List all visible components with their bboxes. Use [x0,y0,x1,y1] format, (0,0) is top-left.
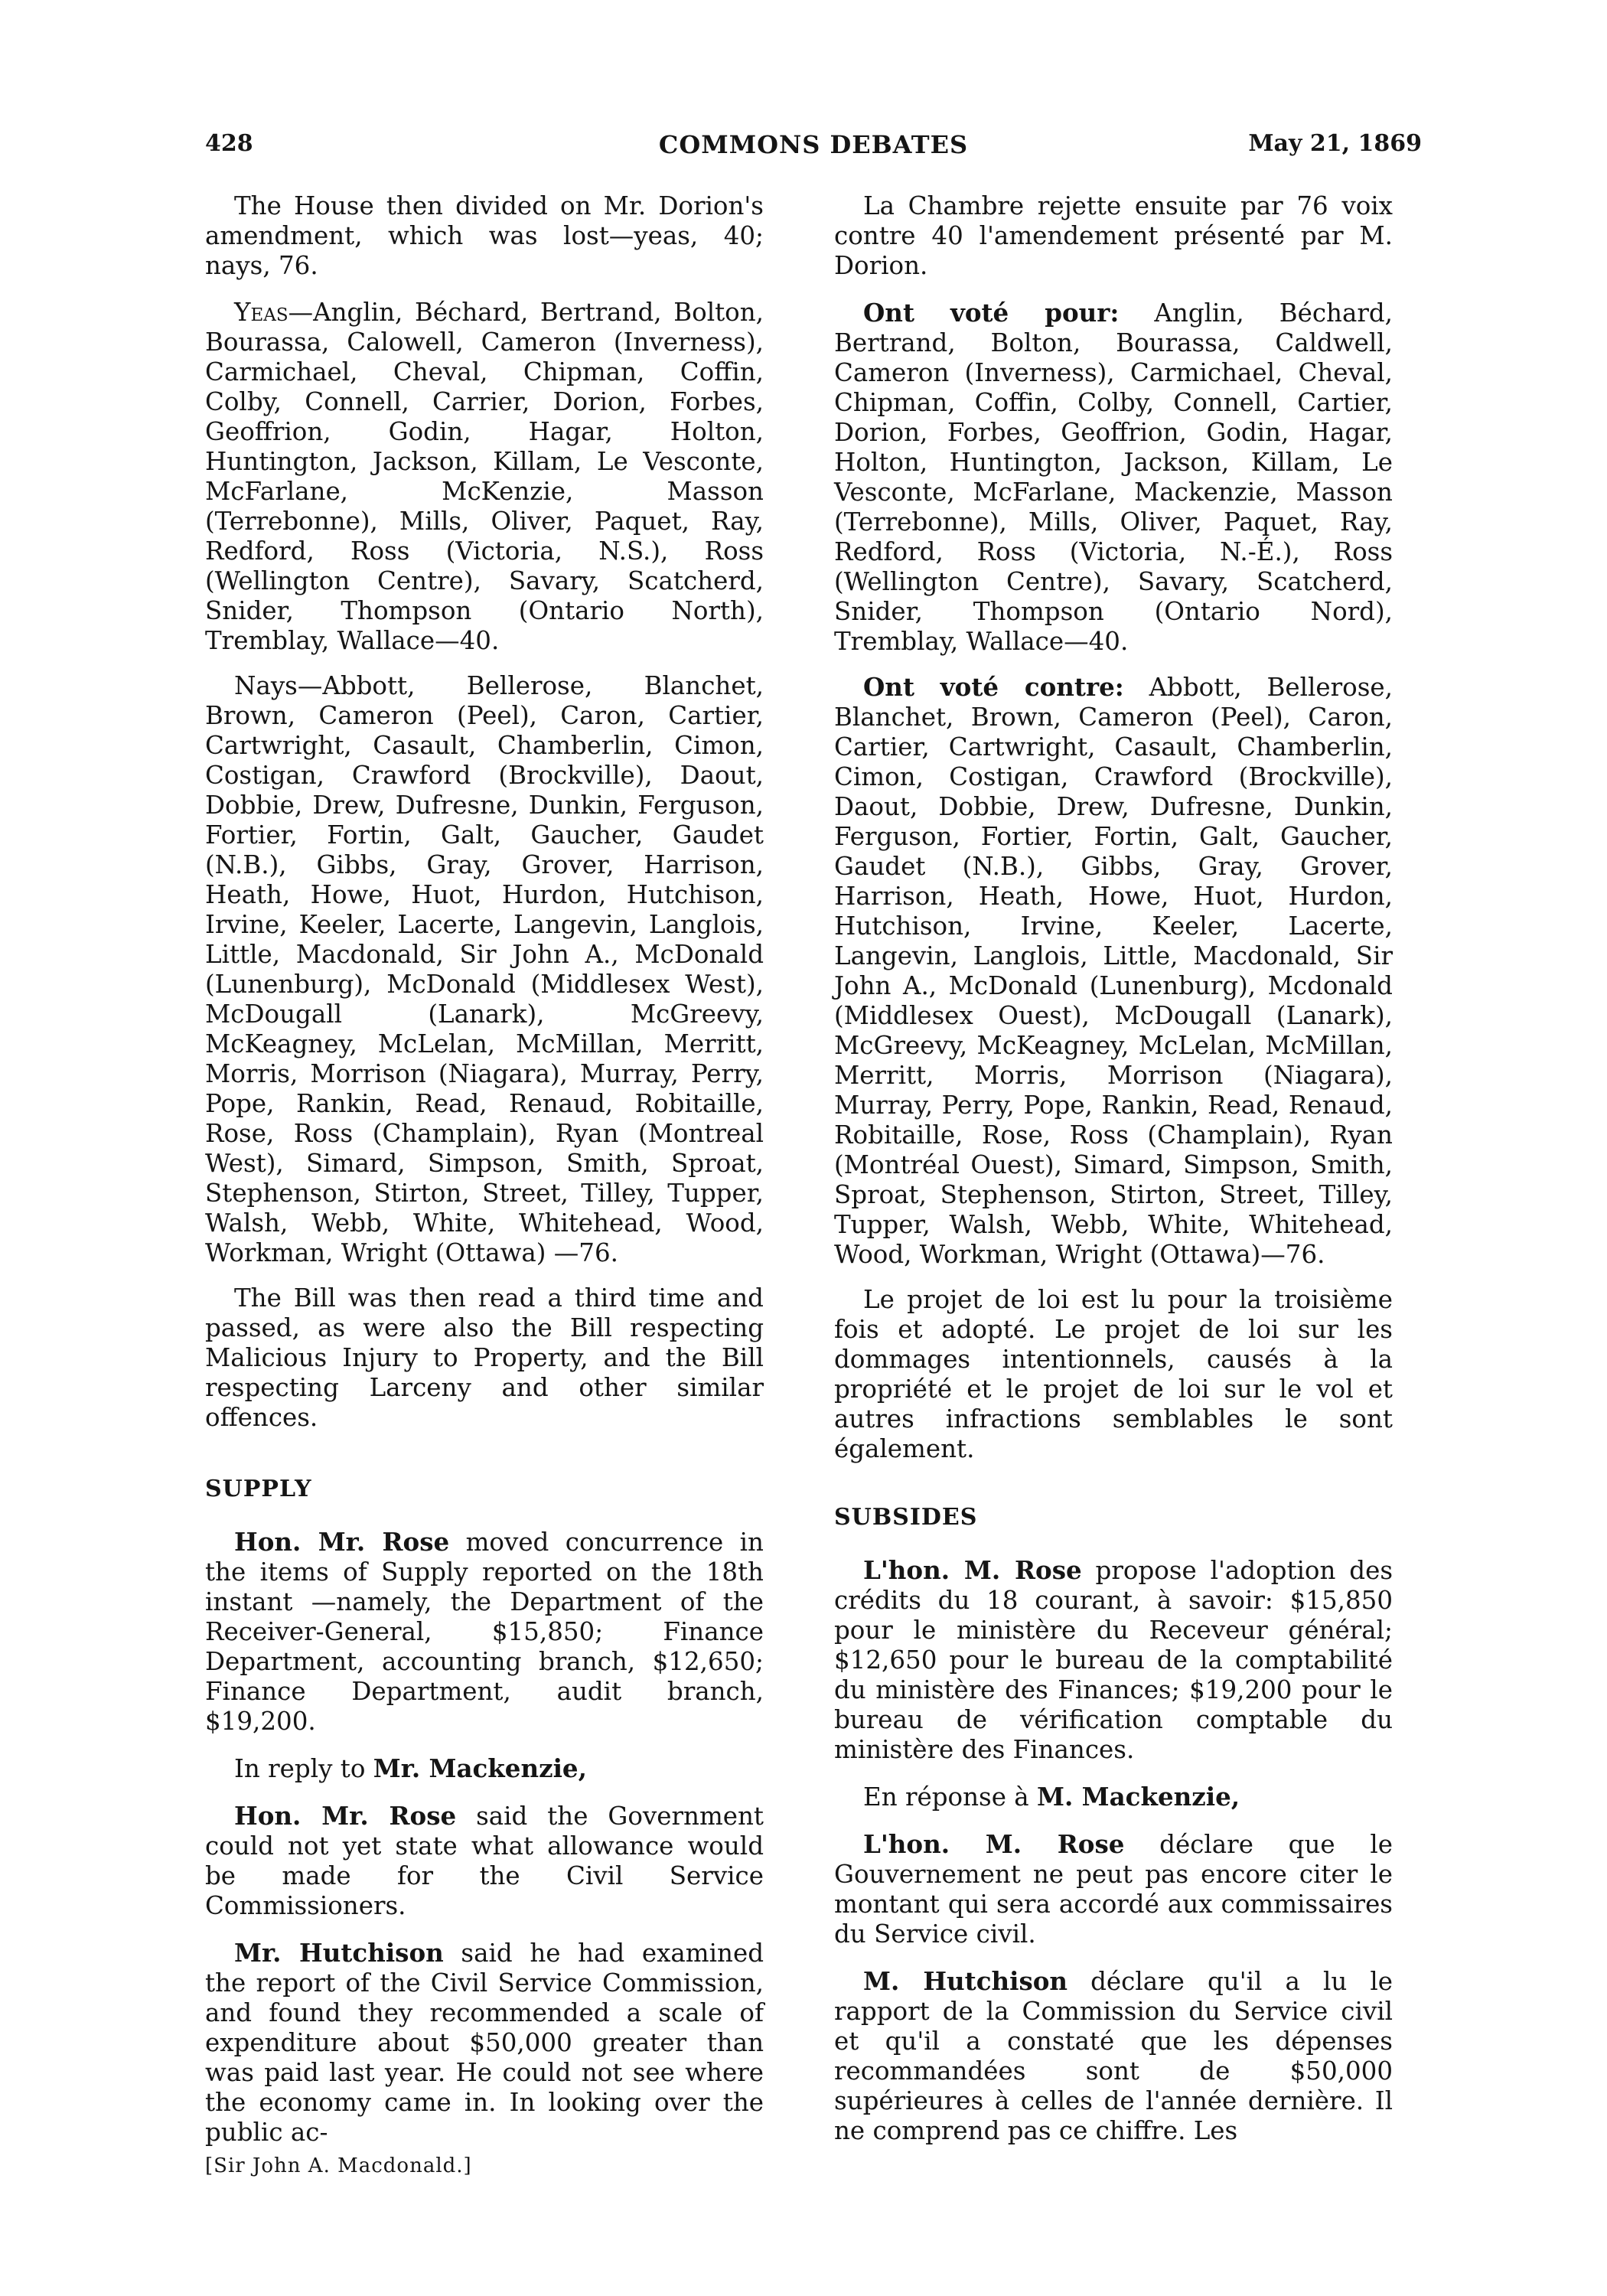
division-intro: The House then divided on Mr. Dorion's amendment, which was lost—yeas, 40; nays, 76. [205,191,764,280]
english-column [205,191,764,2178]
supply-heading: SUPPLY [205,1476,312,1502]
reply-paragraph [205,1753,764,1784]
page-number: 428 [205,130,253,157]
nays-paragraph: Nays—Abbott, Bellerose, Blanchet, Brown, Cameron (Peel), Caron, Cartier, Cartwright, Casault, Chamberlin, Cimon, Costigan, Crawford (Brockville), Daout, Dobbie, Drew, Dufresne, Dunkin, Ferguson, Fortier, Fortin, Galt, Gaucher, Gaudet (N.B.), Gibbs, Gray, Grover, Harrison, Heath, Howe, Huot, Hurdon, Hutchison, Irvine, Keeler, Lacerte, Langevin, Langlois, Little, Macdonald, Sir John A., McDonald (Lunenburg), McDonald (Middlesex West), McDougall (Lanark), McGreevy, McKeagney, McLelan, McMillan, Merritt, Morris, Morrison (Niagara), Murray, Perry, Pope, Rankin, Read, Renaud, Robitaille, Rose, Ross (Champlain), Ryan (Montreal West), Simard, Simpson, Smith, Sproat, Stephenson, Stirton, Street, Tilley, Tupper, Walsh, Webb, White, Whitehead, Wood, Workman, Wright (Ottawa) —76. [205,671,764,1267]
supply-paragraph [205,1527,764,1737]
yeas-label: Ont voté pour: [863,298,1120,328]
yeas-paragraph [205,298,764,656]
yeas-list: —Anglin, Béchard, Bertrand, Bolton, Bourassa, Calowell, Cameron (Inverness), Carmichael, Cheval, Chipman, Coffin, Colby, Connell, Carrier, Dorion, Forbes, Geoffrion, Godin, Hagar, Holton, Huntington, Jackson, Killam, Le Vesconte, McFarlane, McKenzie, Masson (Terrebonne), Mills, Oliver, Paquet, Ray, Redford, Ross (Victoria, N.S.), Ross (Wellington Centre), Savary, Scatcherd, Snider, Thompson (Ontario North), Tremblay, Wallace—40. [205,298,764,655]
speech-text: said the Government could not yet state what allowance would be made for the Civil Service Commissioners. [205,1802,764,1920]
hutchison-paragraph [834,1966,1393,2146]
yeas-list: Anglin, Béchard, Bertrand, Bolton, Bourassa, Caldwell, Cameron (Inverness), Carmichael, Cheval, Chipman, Coffin, Colby, Connell, Cartier, Dorion, Forbes, Geoffrion, Godin, Hagar, Holton, Huntington, Jackson, Killam, Le Vesconte, McFarlane, Mackenzie, Masson (Terrebonne), Mills, Oliver, Paquet, Ray, Redford, Ross (Victoria, N.-É.), Ross (Wellington Centre), Savary, Scatcherd, Snider, Thompson (Ontario Nord), Tremblay, Wallace—40. [834,298,1393,656]
speech-text: propose l'adoption des crédits du 18 courant, à savoir: $15,850 pour le ministère du Receveur général; $12,650 pour le bureau de la comptabilité du ministère des Finances; $19,200 pour le bureau de vérification comptable du ministère des Finances. [834,1556,1393,1764]
reply-prefix: In reply to [234,1754,373,1783]
third-reading-paragraph: Le projet de loi est lu pour la troisième fois et adopté. Le projet de loi sur les dommages intentionnels, causés à la propriété et le projet de loi sur le vol et autres infractions semblables le sont également. [834,1285,1393,1463]
nays-paragraph [834,672,1393,1270]
supply-paragraph [834,1555,1393,1765]
nays-label: Ont voté contre: [863,672,1124,702]
speech-text: moved concurrence in the items of Supply reported on the 18th instant —namely, the Department of the Receiver-General, $15,850; Finance Department, accounting branch, $12,650; Finance Department, audit branch, $19,200. [205,1528,764,1736]
nays-list: Abbott, Bellerose, Blanchet, Brown, Cameron (Peel), Caron, Cartier, Cartwright, Casault, Chamberlin, Cimon, Costigan, Crawford (Brockville), Daout, Dobbie, Drew, Dufresne, Dunkin, Ferguson, Fortier, Fortin, Galt, Gaucher, Gaudet (N.B.), Gibbs, Gray, Grover, Harrison, Heath, Howe, Huot, Hurdon, Hutchison, Irvine, Keeler, Lacerte, Langevin, Langlois, Little, Macdonald, Sir John A., McDonald (Lunenburg), Mcdonald (Middlesex Ouest), McDougall (Lanark), McGreevy, McKeagney, McLelan, McMillan, Merritt, Morris, Morrison (Niagara), Murray, Perry, Pope, Rankin, Read, Renaud, Robitaille, Rose, Ross (Champlain), Ryan (Montréal Ouest), Simard, Simpson, Smith, Sproat, Stephenson, Stirton, Street, Tilley, Tupper, Walsh, Webb, White, Whitehead, Wood, Workman, Wright (Ottawa)—76. [834,673,1393,1269]
footer-note: [Sir John A. Macdonald.] [205,2154,472,2177]
third-reading-paragraph: The Bill was then read a third time and passed, as were also the Bill respecting Malicious Injury to Property, and the Bill respecting Larceny and other similar offences. [205,1283,764,1432]
speaker-name: Mr. Hutchison [234,1938,444,1968]
reply-name: Mr. Mackenzie, [373,1753,587,1783]
rose-paragraph [834,1829,1393,1949]
page-title: COMMONS DEBATES [658,130,969,159]
speaker-name: Hon. Mr. Rose [234,1527,450,1557]
speech-text: déclare qu'il a lu le rapport de la Commission du Service civil et qu'il a constaté que les dépenses recommandées sont de $50,000 supérieures à celles de l'année dernière. Il ne comprend pas ce chiffre. Les [834,1967,1393,2145]
reply-name: M. Mackenzie, [1037,1782,1240,1812]
rose-paragraph [205,1801,764,1921]
reply-paragraph [834,1782,1393,1812]
hutchison-paragraph [205,1938,764,2148]
page-header [205,130,1422,168]
page-date: May 21, 1869 [1248,130,1422,157]
yeas-label: Yeas [234,298,288,327]
speaker-name: L'hon. M. Rose [863,1829,1125,1859]
speaker-name: L'hon. M. Rose [863,1555,1082,1585]
speech-text: said he had examined the report of the Civil Service Commission, and found they recommended a scale of expenditure about $50,000 greater than was paid last year. He could not see where the economy came in. In looking over the public ac- [205,1939,764,2147]
reply-prefix: En réponse à [863,1782,1038,1812]
speech-text: déclare que le Gouvernement ne peut pas encore citer le montant qui sera accordé aux commissaires du Service civil. [834,1830,1393,1949]
yeas-paragraph [834,298,1393,657]
speaker-name: Hon. Mr. Rose [234,1801,457,1831]
speaker-name: M. Hutchison [863,1966,1068,1996]
french-column [834,191,1393,2146]
division-intro: La Chambre rejette ensuite par 76 voix contre 40 l'amendement présenté par M. Dorion. [834,191,1393,280]
supply-heading: SUBSIDES [834,1504,978,1531]
